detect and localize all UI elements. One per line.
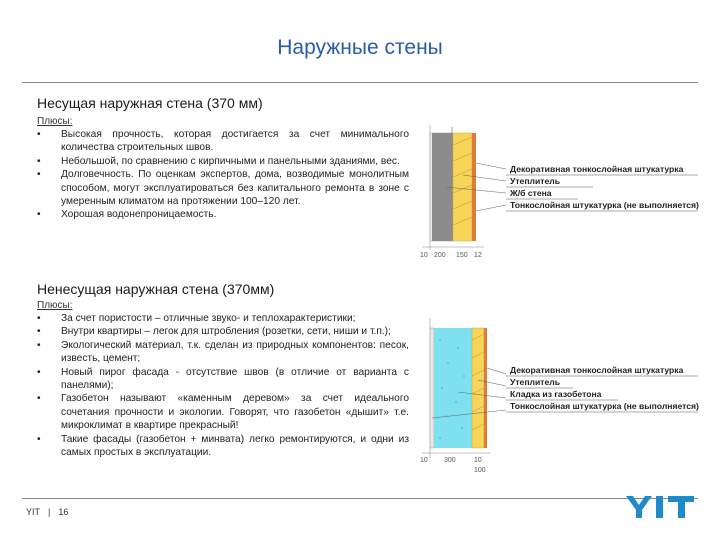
top-divider — [22, 82, 698, 83]
dim-label: 150 — [456, 252, 468, 259]
bottom-divider — [22, 498, 698, 499]
diagram1-label-render: Декоративная тонкослойная штукатурка — [510, 164, 684, 174]
list-item: • За счет пористости – отличные звуко- и теплохарактеристики; — [37, 312, 409, 325]
footer — [26, 507, 68, 517]
diagram1-label-wall: Ж/б стена — [510, 188, 552, 198]
diagram2-label-masonry: Кладка из газобетона — [510, 389, 602, 399]
diagram1-label-inner: Тонкослойная штукатурка (не выполняется) — [510, 200, 699, 210]
wall-diagram-loadbearing — [418, 125, 708, 265]
aerated-concrete-layer — [434, 328, 472, 448]
list-item: • Хорошая водонепроницаемость. — [37, 208, 409, 221]
dim-label: 12 — [474, 252, 482, 259]
list-item: • Такие фасады (газобетон + минвата) легко ремонтируются, и одни из самых простых в эксплуатации. — [37, 433, 409, 460]
section1-heading: Несущая наружная стена (370 мм) — [37, 95, 263, 111]
section1-list — [37, 128, 409, 222]
dim-label: 10 — [420, 457, 428, 464]
yit-logo — [626, 494, 704, 520]
dim-label: 10 — [474, 457, 482, 464]
diagram1-label-insulation: Утеплитель — [510, 176, 560, 186]
inner-render-layer — [430, 328, 434, 448]
dim-label: 100 — [474, 467, 486, 474]
insulation-layer — [453, 133, 472, 241]
list-item: • Газобетон называют «каменным деревом» за счет идеального сочетания прочности и экологии. Говорят, что газобетон «дышит» т.е. микроклимат в квартире прекрасный! — [37, 392, 409, 432]
page-title: Наружные стены — [277, 36, 443, 59]
dim-label: 10 — [420, 252, 428, 259]
page-number: 16 — [58, 507, 69, 517]
footer-brand: YIT — [26, 507, 41, 517]
list-item: • Долговечность. По оценкам экспертов, дома, возводимые монолитным способом, могут эксплуатироваться без капитального ремонта в зоне с умеренным климатом на протяжении 100–120 лет. — [37, 168, 409, 208]
list-item: • Небольшой, по сравнению с кирпичными и панельными зданиями, вес. — [37, 155, 409, 168]
diagram2-label-insulation: Утеплитель — [510, 377, 560, 387]
outer-render-layer — [472, 133, 476, 241]
wall-diagram-nonloadbearing — [418, 318, 708, 478]
dim-label: 300 — [444, 457, 456, 464]
dim-label: 200 — [434, 252, 446, 259]
section2-plus-label: Плюсы: — [37, 300, 73, 311]
section2-heading: Ненесущая наружная стена (370мм) — [37, 281, 275, 297]
list-item: • Новый пирог фасада - отсутствие швов (в отличие от варианта с панелями); — [37, 366, 409, 393]
list-item: • Высокая прочность, которая достигается за счет минимального количества строительных швов. — [37, 128, 409, 155]
insulation-layer — [472, 328, 484, 448]
section1-plus-label: Плюсы: — [37, 116, 73, 127]
diagram2-label-render: Декоративная тонкослойная штукатурка — [510, 365, 684, 375]
section2-list — [37, 312, 409, 459]
outer-render-layer — [484, 328, 487, 448]
list-item: • Внутри квартиры – легок для штробления (розетки, сети, ниши и т.п.); — [37, 325, 409, 338]
diagram2-label-inner: Тонкослойная штукатурка (не выполняется) — [510, 401, 699, 411]
footer-separator: | — [48, 507, 51, 517]
concrete-layer — [432, 133, 453, 241]
list-item: • Экологический материал, т.к. сделан из природных компонентов: песок, известь, цемент; — [37, 339, 409, 366]
